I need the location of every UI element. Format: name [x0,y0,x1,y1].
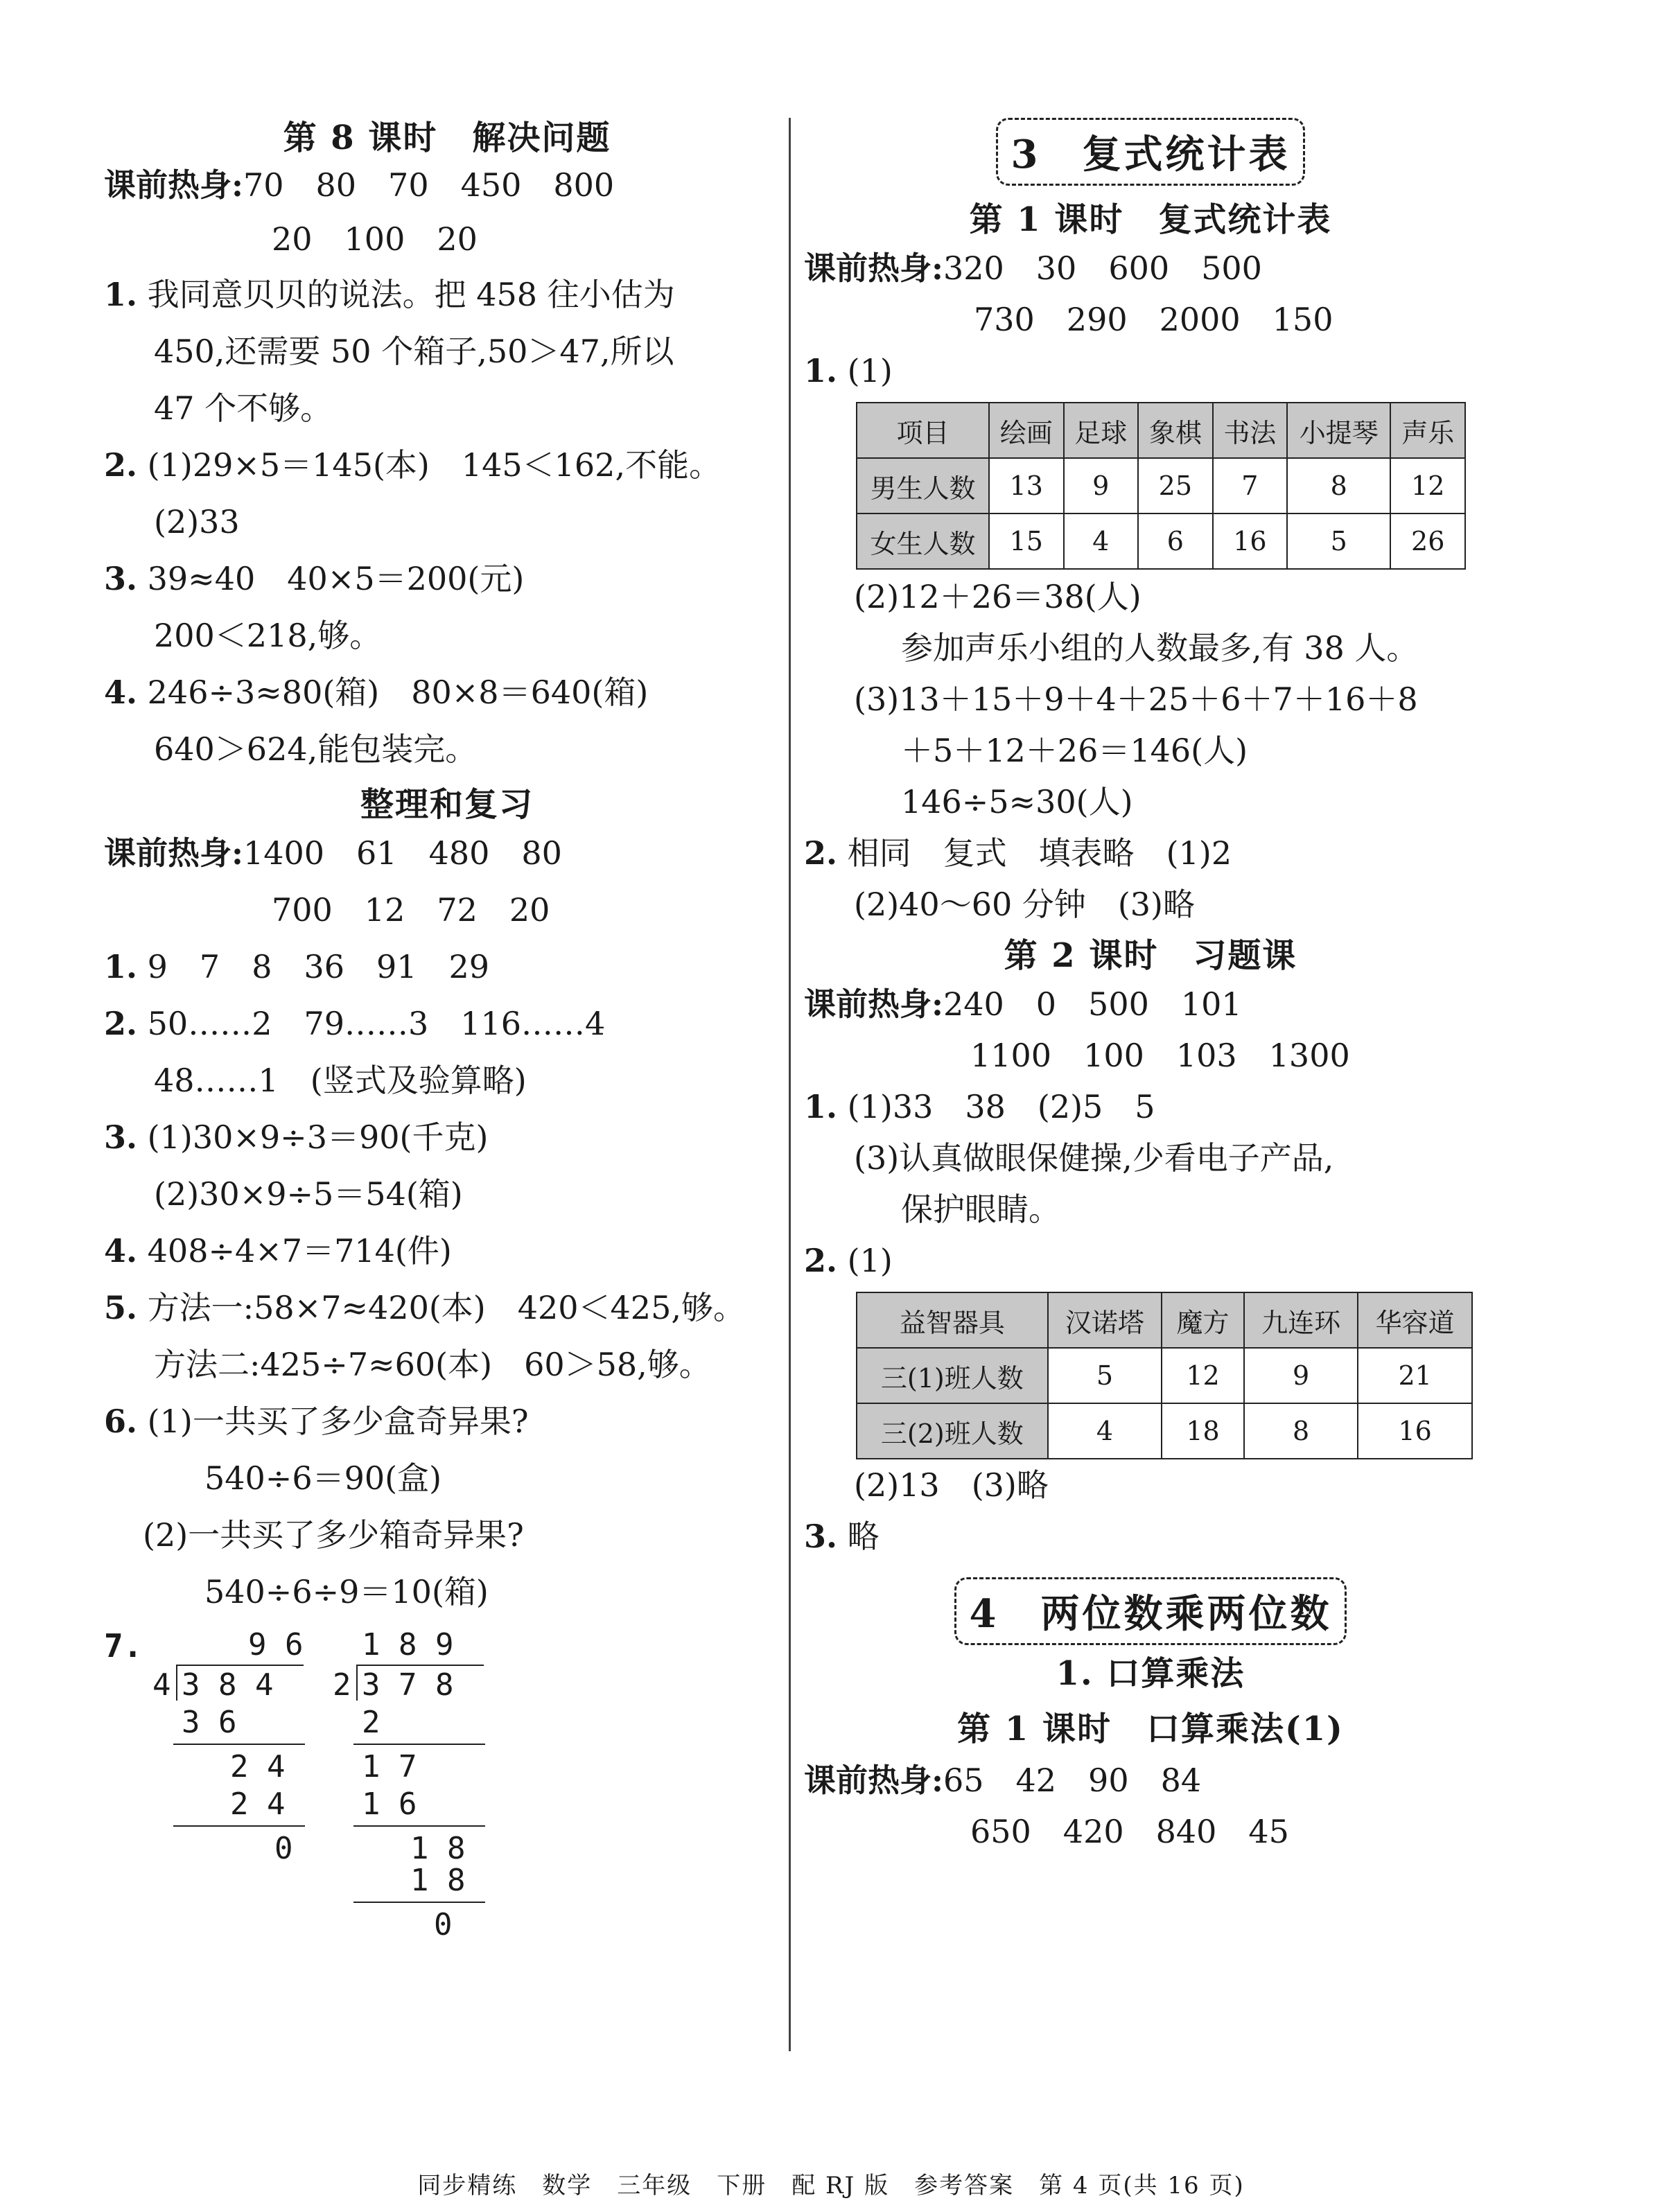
lesson2-warmup-values-2: 1100 100 103 1300 [970,1037,1350,1074]
divisor: 2 [333,1667,351,1703]
answer-4-line2: 640＞624,能包装完。 [154,730,478,768]
table-cell: 25 [1138,458,1213,514]
division-bar [176,1665,304,1666]
table-cell: 26 [1390,514,1465,569]
table-cell: 9 [1244,1348,1358,1403]
table-cell: 6 [1138,514,1213,569]
table-row [857,1403,1472,1459]
page-footer: 同步精练 数学 三年级 下册 配 RJ 版 参考答案 第 4 页(共 16 页) [417,2172,1245,2200]
table-header-cell: 魔方 [1162,1292,1244,1348]
item-number: 1. [804,1088,838,1125]
table-cell: 21 [1358,1348,1472,1403]
exercise-2-line2: (2)13 (3)略 [854,1466,1049,1504]
lesson8-title: 第 8 课时 解决问题 [283,119,611,157]
item-number: 2. [104,1005,138,1042]
table-header-cell: 华容道 [1358,1292,1472,1348]
table-header-row [857,1292,1472,1348]
answer-1-part2: (2)12＋26＝38(人) [854,578,1141,615]
subtrahend: 1 6 [362,1787,417,1822]
subtraction-rule [353,1825,485,1827]
table-header-cell: 足球 [1064,403,1139,458]
division-bracket [356,1665,358,1701]
review-4: 4. 408÷4×7＝714(件) [104,1232,452,1270]
table-cell: 男生人数 [857,458,989,514]
table-cell: 5 [1048,1348,1162,1403]
subtrahend: 2 [362,1705,380,1740]
item-number: 4. [104,674,138,711]
item-number: 3. [804,1518,838,1555]
table-cell: 三(2)班人数 [857,1403,1048,1459]
answer-2-line2: (2)40～60 分钟 (3)略 [854,886,1196,923]
item-number: 3. [104,1118,138,1156]
partial-remainder: 1 8 [410,1831,466,1866]
warmup-label: 课前热身: [804,249,943,287]
subtraction-rule [353,1744,485,1745]
puzzle-tools-table [856,1292,1473,1459]
answer-2: 2. 相同 复式 填表略 (1)2 [804,834,1232,872]
item-number: 1. [804,352,838,389]
table-row [857,514,1465,569]
answer-2-line2: (2)33 [154,503,240,541]
quotient: 9 6 [248,1627,304,1662]
partial-remainder: 1 7 [362,1749,417,1784]
table-cell: 12 [1390,458,1465,514]
table-header-cell: 益智器具 [857,1292,1048,1348]
review-3-line2: (2)30×9÷5＝54(箱) [154,1175,463,1213]
item-number: 5. [104,1289,138,1326]
review-1: 1. 9 7 8 36 91 29 [104,948,490,985]
subtrahend: 1 8 [410,1863,466,1898]
table-cell: 三(1)班人数 [857,1348,1048,1403]
answer-1-line3: 47 个不够。 [154,389,333,427]
exercise-1: 1. (1)33 38 (2)5 5 [804,1088,1155,1125]
review-2: 2. 50……2 79……3 116……4 [104,1005,606,1042]
warmup-line [104,165,790,205]
lesson2-warmup-line [804,984,1497,1024]
answer-1-part3-line3: 146÷5≈30(人) [901,783,1133,820]
answer-1-part3-line2: ＋5＋12＋26＝146(人) [901,732,1248,769]
answer-1: 1. 我同意贝贝的说法。把 458 往小估为 [104,276,675,313]
division-bracket [176,1665,177,1701]
table-cell: 8 [1287,458,1390,514]
warmup-label: 课前热身: [804,1762,943,1799]
dividend: 3 8 4 [182,1667,274,1703]
table-header-cell: 声乐 [1390,403,1465,458]
item-number: 6. [104,1403,138,1440]
warmup-values: 1400 61 480 80 [243,834,562,872]
lesson1b-title: 第 1 课时 口算乘法(1) [957,1710,1344,1748]
item-number: 1. [104,948,138,985]
review-warmup-values-2: 700 12 72 20 [272,891,550,929]
answer-1: 1. (1) [804,352,893,389]
warmup-line [804,248,1497,288]
lesson1b-warmup-line [804,1760,1497,1800]
item-number: 2. [804,834,838,872]
review-title: 整理和复习 [360,785,534,824]
review-6: 6. (1)一共买了多少盒奇异果? [104,1403,529,1440]
table-cell: 5 [1287,514,1390,569]
answer-1-part2-conclusion: 参加声乐小组的人数最多,有 38 人。 [901,629,1419,667]
review-6-line2: 540÷6＝90(盒) [204,1459,442,1497]
item-number: 2. [104,446,138,484]
table-header-cell: 项目 [857,403,989,458]
answer-3: 3. 39≈40 40×5＝200(元) [104,560,525,597]
activity-stats-table [856,402,1466,570]
table-row [857,1348,1472,1403]
table-cell: 9 [1064,458,1139,514]
item-number: 3. [104,560,138,597]
subtraction-rule [353,1902,485,1903]
subtraction-rule [173,1744,305,1745]
table-cell: 13 [989,458,1064,514]
review-5-line2: 方法二:425÷7≈60(本) 60＞58,够。 [154,1346,711,1383]
warmup-values: 70 80 70 450 800 [243,166,615,204]
warmup-values-2: 20 100 20 [272,220,478,258]
remainder: 0 [434,1907,453,1942]
table-cell: 15 [989,514,1064,569]
division-bar [356,1665,484,1666]
right-column [804,118,1497,1852]
exercise-1-line2: (3)认真做眼保健操,少看电子产品, [854,1139,1334,1177]
subtraction-rule [173,1825,305,1827]
table-cell: 女生人数 [857,514,989,569]
table-header-cell: 绘画 [989,403,1064,458]
left-column [104,118,790,1953]
review-6-line3: (2)一共买了多少箱奇异果? [143,1516,524,1554]
review-warmup-line [104,833,790,873]
warmup-values: 240 0 500 101 [943,985,1242,1023]
long-division-area [104,1627,790,1953]
divisor: 4 [152,1667,171,1703]
answer-1-part3: (3)13＋15＋9＋4＋25＋6＋7＋16＋8 [854,681,1418,718]
unit-3-title: 3 复式统计表 [996,118,1305,186]
table-header-cell: 九连环 [1244,1292,1358,1348]
dividend: 3 7 8 [362,1667,454,1703]
table-cell: 4 [1048,1403,1162,1459]
table-cell: 12 [1162,1348,1244,1403]
table-cell: 16 [1213,514,1288,569]
lesson2-title: 第 2 课时 习题课 [1004,936,1297,975]
answer-2: 2. (1)29×5＝145(本) 145＜162,不能。 [104,446,721,484]
unit-4-title: 4 两位数乘两位数 [954,1577,1347,1645]
warmup-values-2: 730 290 2000 150 [974,301,1333,338]
table-cell: 4 [1064,514,1139,569]
table-header-cell: 象棋 [1138,403,1213,458]
table-cell: 18 [1162,1403,1244,1459]
review-2-line2: 48……1 (竖式及验算略) [154,1062,527,1099]
long-division-384-by-4 [152,1627,305,1918]
answer-4: 4. 246÷3≈80(箱) 80×8＝640(箱) [104,674,649,711]
table-cell: 7 [1213,458,1288,514]
item-number: 7. [104,1627,143,1665]
item-number: 1. [104,276,138,313]
subtrahend: 2 4 [230,1787,286,1822]
table-cell: 8 [1244,1403,1358,1459]
review-6-line4: 540÷6÷9＝10(箱) [204,1573,489,1610]
exercise-1-line3: 保护眼睛。 [901,1191,1060,1228]
long-division-378-by-2 [333,1627,499,1953]
item-number: 2. [804,1242,838,1279]
subtrahend: 3 6 [182,1705,237,1740]
column-divider [789,118,791,2051]
table-header-row [857,403,1465,458]
remainder: 0 [274,1831,293,1866]
quotient: 1 8 9 [362,1627,454,1662]
table-header-cell: 书法 [1213,403,1288,458]
review-3: 3. (1)30×9÷3＝90(千克) [104,1118,489,1156]
partial-remainder: 2 4 [230,1749,286,1784]
warmup-label: 课前热身: [104,834,243,872]
table-header-cell: 小提琴 [1287,403,1390,458]
warmup-values: 320 30 600 500 [943,249,1262,287]
table-cell: 16 [1358,1403,1472,1459]
item-number: 4. [104,1232,138,1270]
warmup-label: 课前热身: [804,985,943,1023]
table-header-cell: 汉诺塔 [1048,1292,1162,1348]
answer-3-line2: 200＜218,够。 [154,617,382,654]
warmup-label: 课前热身: [104,166,243,204]
review-5: 5. 方法一:58×7≈420(本) 420＜425,够。 [104,1289,745,1326]
section1-title: 1. 口算乘法 [1056,1654,1245,1693]
answer-1-line2: 450,还需要 50 个箱子,50＞47,所以 [154,333,674,370]
warmup-values: 65 42 90 84 [943,1762,1202,1799]
lesson1-title: 第 1 课时 复式统计表 [969,200,1332,239]
exercise-3: 3. 略 [804,1518,880,1555]
table-row [857,458,1465,514]
exercise-2: 2. (1) [804,1242,893,1279]
lesson1b-warmup-values-2: 650 420 840 45 [970,1813,1289,1850]
